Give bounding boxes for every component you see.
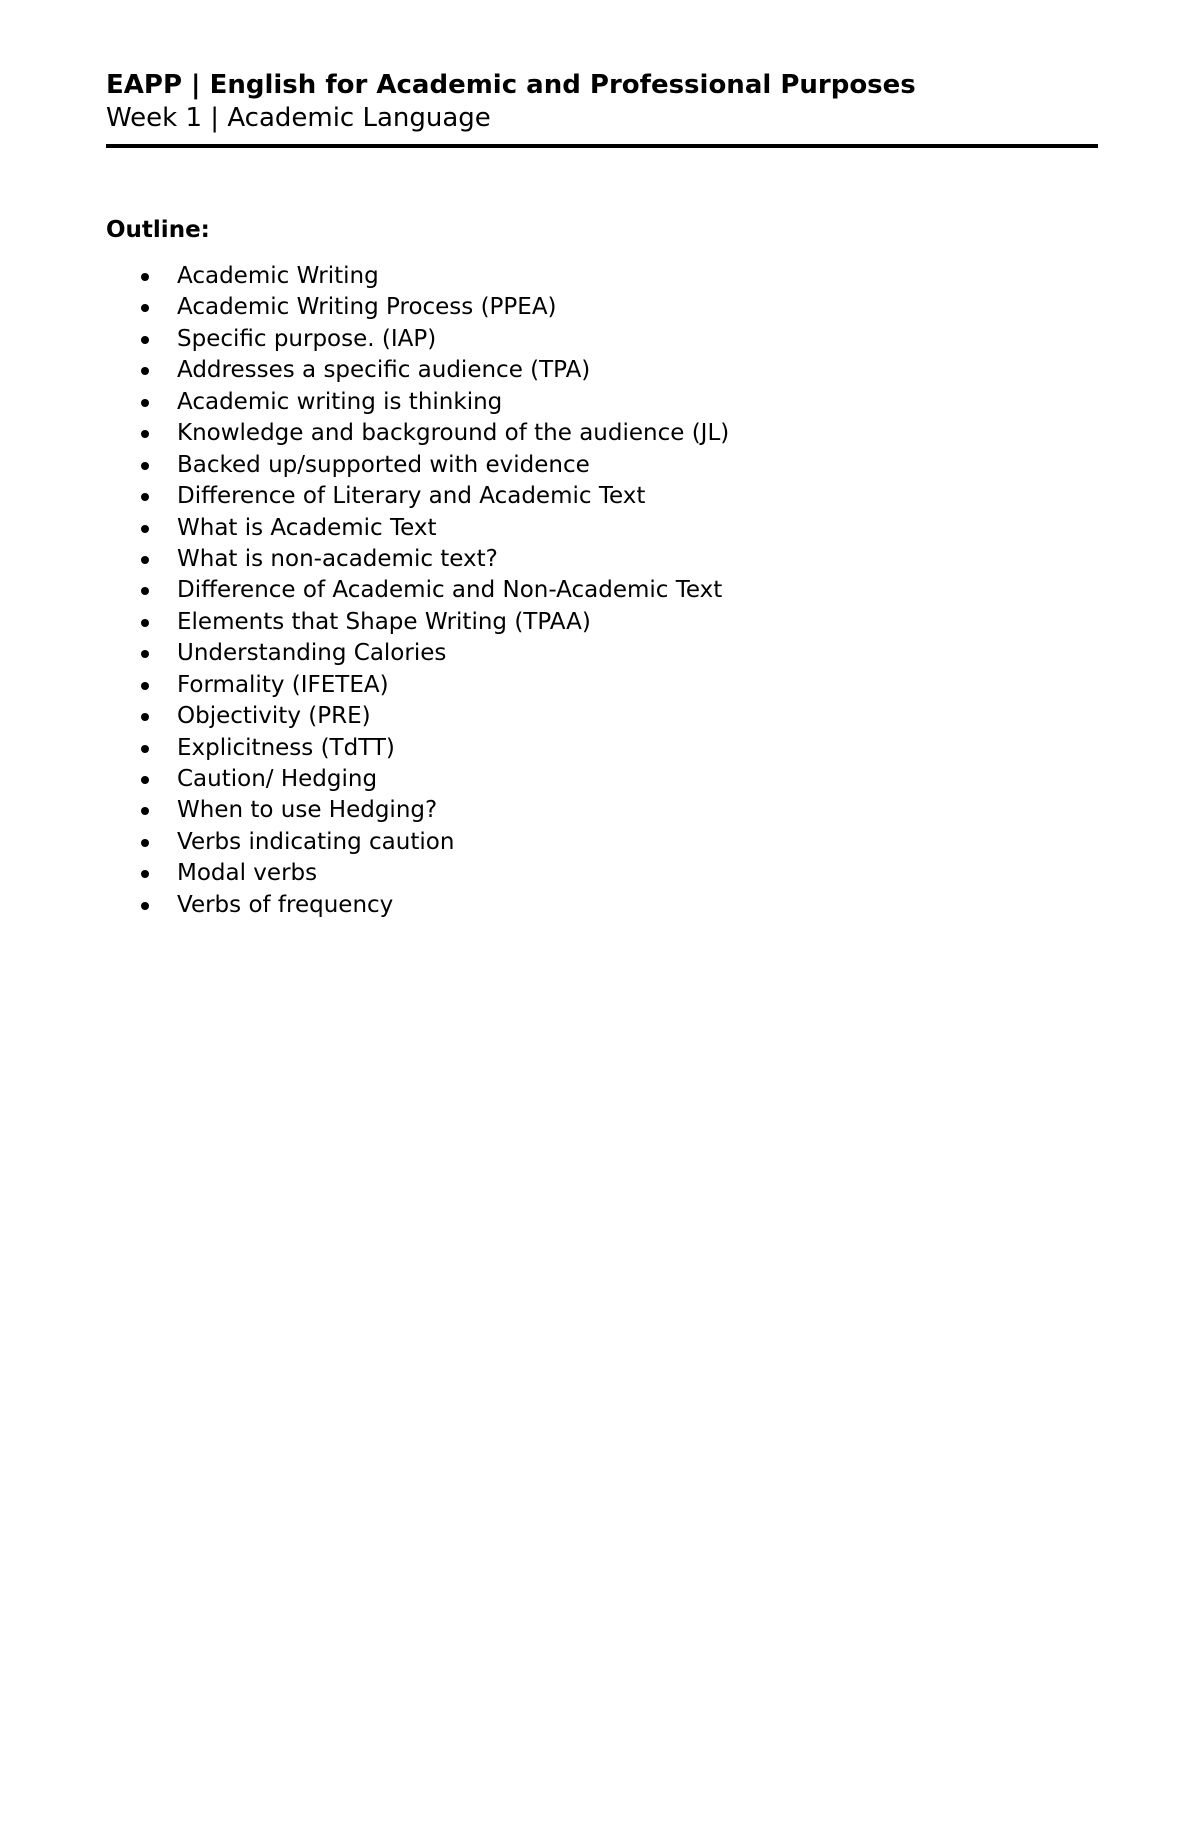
document-subtitle: Week 1 | Academic Language [106, 103, 491, 133]
list-item: Knowledge and background of the audience (JL) [106, 418, 729, 449]
list-item: Objectivity (PRE) [106, 701, 729, 732]
list-item: What is non-academic text? [106, 544, 729, 575]
document-page [106, 0, 1098, 1835]
list-item: Academic writing is thinking [106, 387, 729, 418]
list-item: Verbs indicating caution [106, 827, 729, 858]
list-item: Academic Writing [106, 261, 729, 292]
list-item: Caution/ Hedging [106, 764, 729, 795]
list-item: What is Academic Text [106, 513, 729, 544]
list-item: Addresses a specific audience (TPA) [106, 355, 729, 386]
list-item: Elements that Shape Writing (TPAA) [106, 607, 729, 638]
document-title: EAPP | English for Academic and Professional Purposes [106, 70, 916, 100]
outline-list [106, 261, 729, 921]
list-item: Backed up/supported with evidence [106, 450, 729, 481]
list-item: Specific purpose. (IAP) [106, 324, 729, 355]
list-item: Explicitness (TdTT) [106, 733, 729, 764]
list-item: When to use Hedging? [106, 795, 729, 826]
list-item: Verbs of frequency [106, 890, 729, 921]
outline-heading: Outline: [106, 217, 210, 243]
list-item: Formality (IFETEA) [106, 670, 729, 701]
list-item: Understanding Calories [106, 638, 729, 669]
list-item: Academic Writing Process (PPEA) [106, 292, 729, 323]
list-item: Modal verbs [106, 858, 729, 889]
list-item: Difference of Academic and Non-Academic Text [106, 575, 729, 606]
header-divider [106, 144, 1098, 148]
list-item: Difference of Literary and Academic Text [106, 481, 729, 512]
